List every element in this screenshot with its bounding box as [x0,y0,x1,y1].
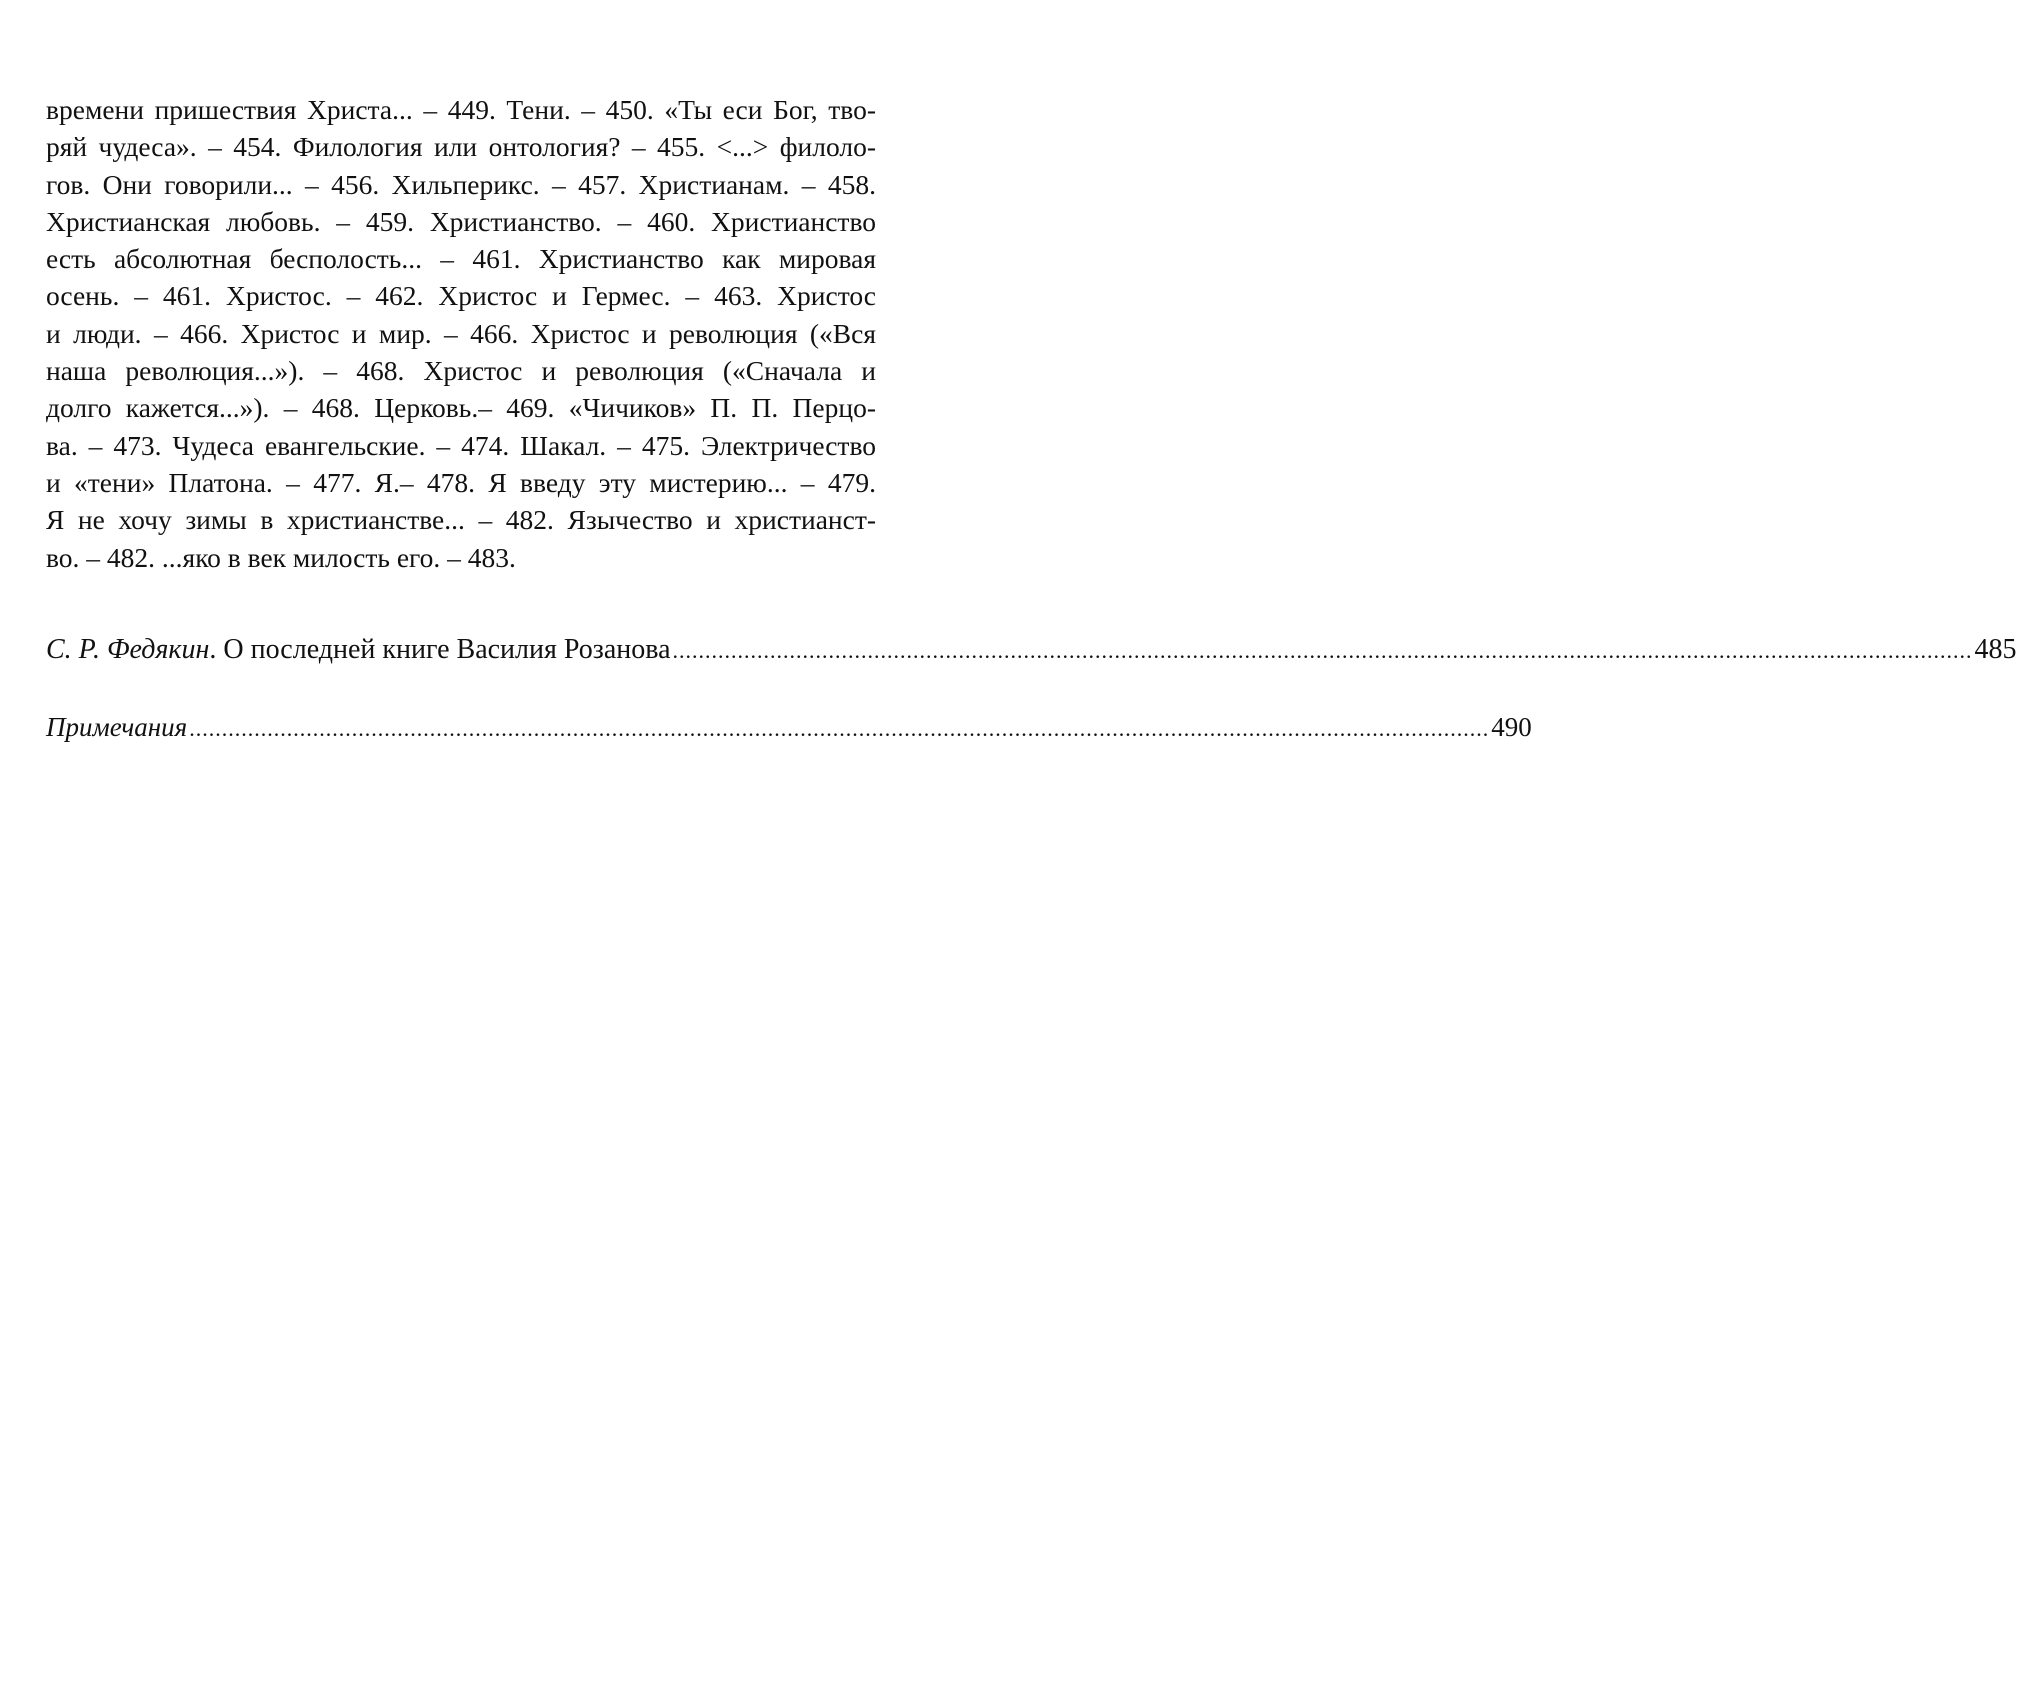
toc-title: Примечания [46,712,188,742]
toc-leader-dots: ........................................................................................................................................................................................................ [189,716,1490,741]
text-line: и люди. – 466. Христос и мир. – 466. Христос и революция («Вся [46,317,876,349]
toc-page-number: 490 [1491,712,1532,742]
text-line: наша революция...»). – 468. Христос и революция («Сначала и [46,355,876,387]
toc-entry-afterword [46,634,2017,666]
text-line: ва. – 473. Чудеса евангельские. – 474. Шакал. – 475. Электричество [46,429,876,461]
toc-separator: . [209,634,224,665]
text-line: времени пришествия Христа... – 449. Тени. – 450. «Ты еси Бог, тво- [46,94,876,125]
text-line: гов. Они говорили... – 456. Хильперикс. – 457. Христианам. – 458. [46,168,876,200]
text-line: во. – 482. ...яко в век милость его. – 483. [46,541,516,573]
text-line: есть абсолютная бесполость... – 461. Христианство как мировая [46,243,876,275]
text-line: ряй чудеса». – 454. Филология или онтология? – 455. <...> филоло- [46,131,876,163]
text-line: Я не хочу зимы в христианстве... – 482. Язычество и христианст- [46,504,876,536]
toc-entry-notes [46,712,1532,743]
toc-page-number: 485 [1974,634,2017,665]
text-line: и «тени» Платона. – 477. Я.– 478. Я введу эту мистерию... – 479. [46,466,876,498]
text-line: Христианская любовь. – 459. Христианство. – 460. Христианство [46,205,876,237]
contents-paragraph [46,91,876,576]
toc-leader-dots: ........................................................................................................................................................................................................ [672,638,1973,663]
text-line: долго кажется...»). – 468. Церковь.– 469. «Чичиков» П. П. Перцо- [46,392,876,424]
toc-author: С. Р. Федякин [46,634,210,665]
toc-title: О последней книге Василия Розанова [223,634,671,665]
text-line: осень. – 461. Христос. – 462. Христос и Гермес. – 463. Христос [46,280,876,312]
